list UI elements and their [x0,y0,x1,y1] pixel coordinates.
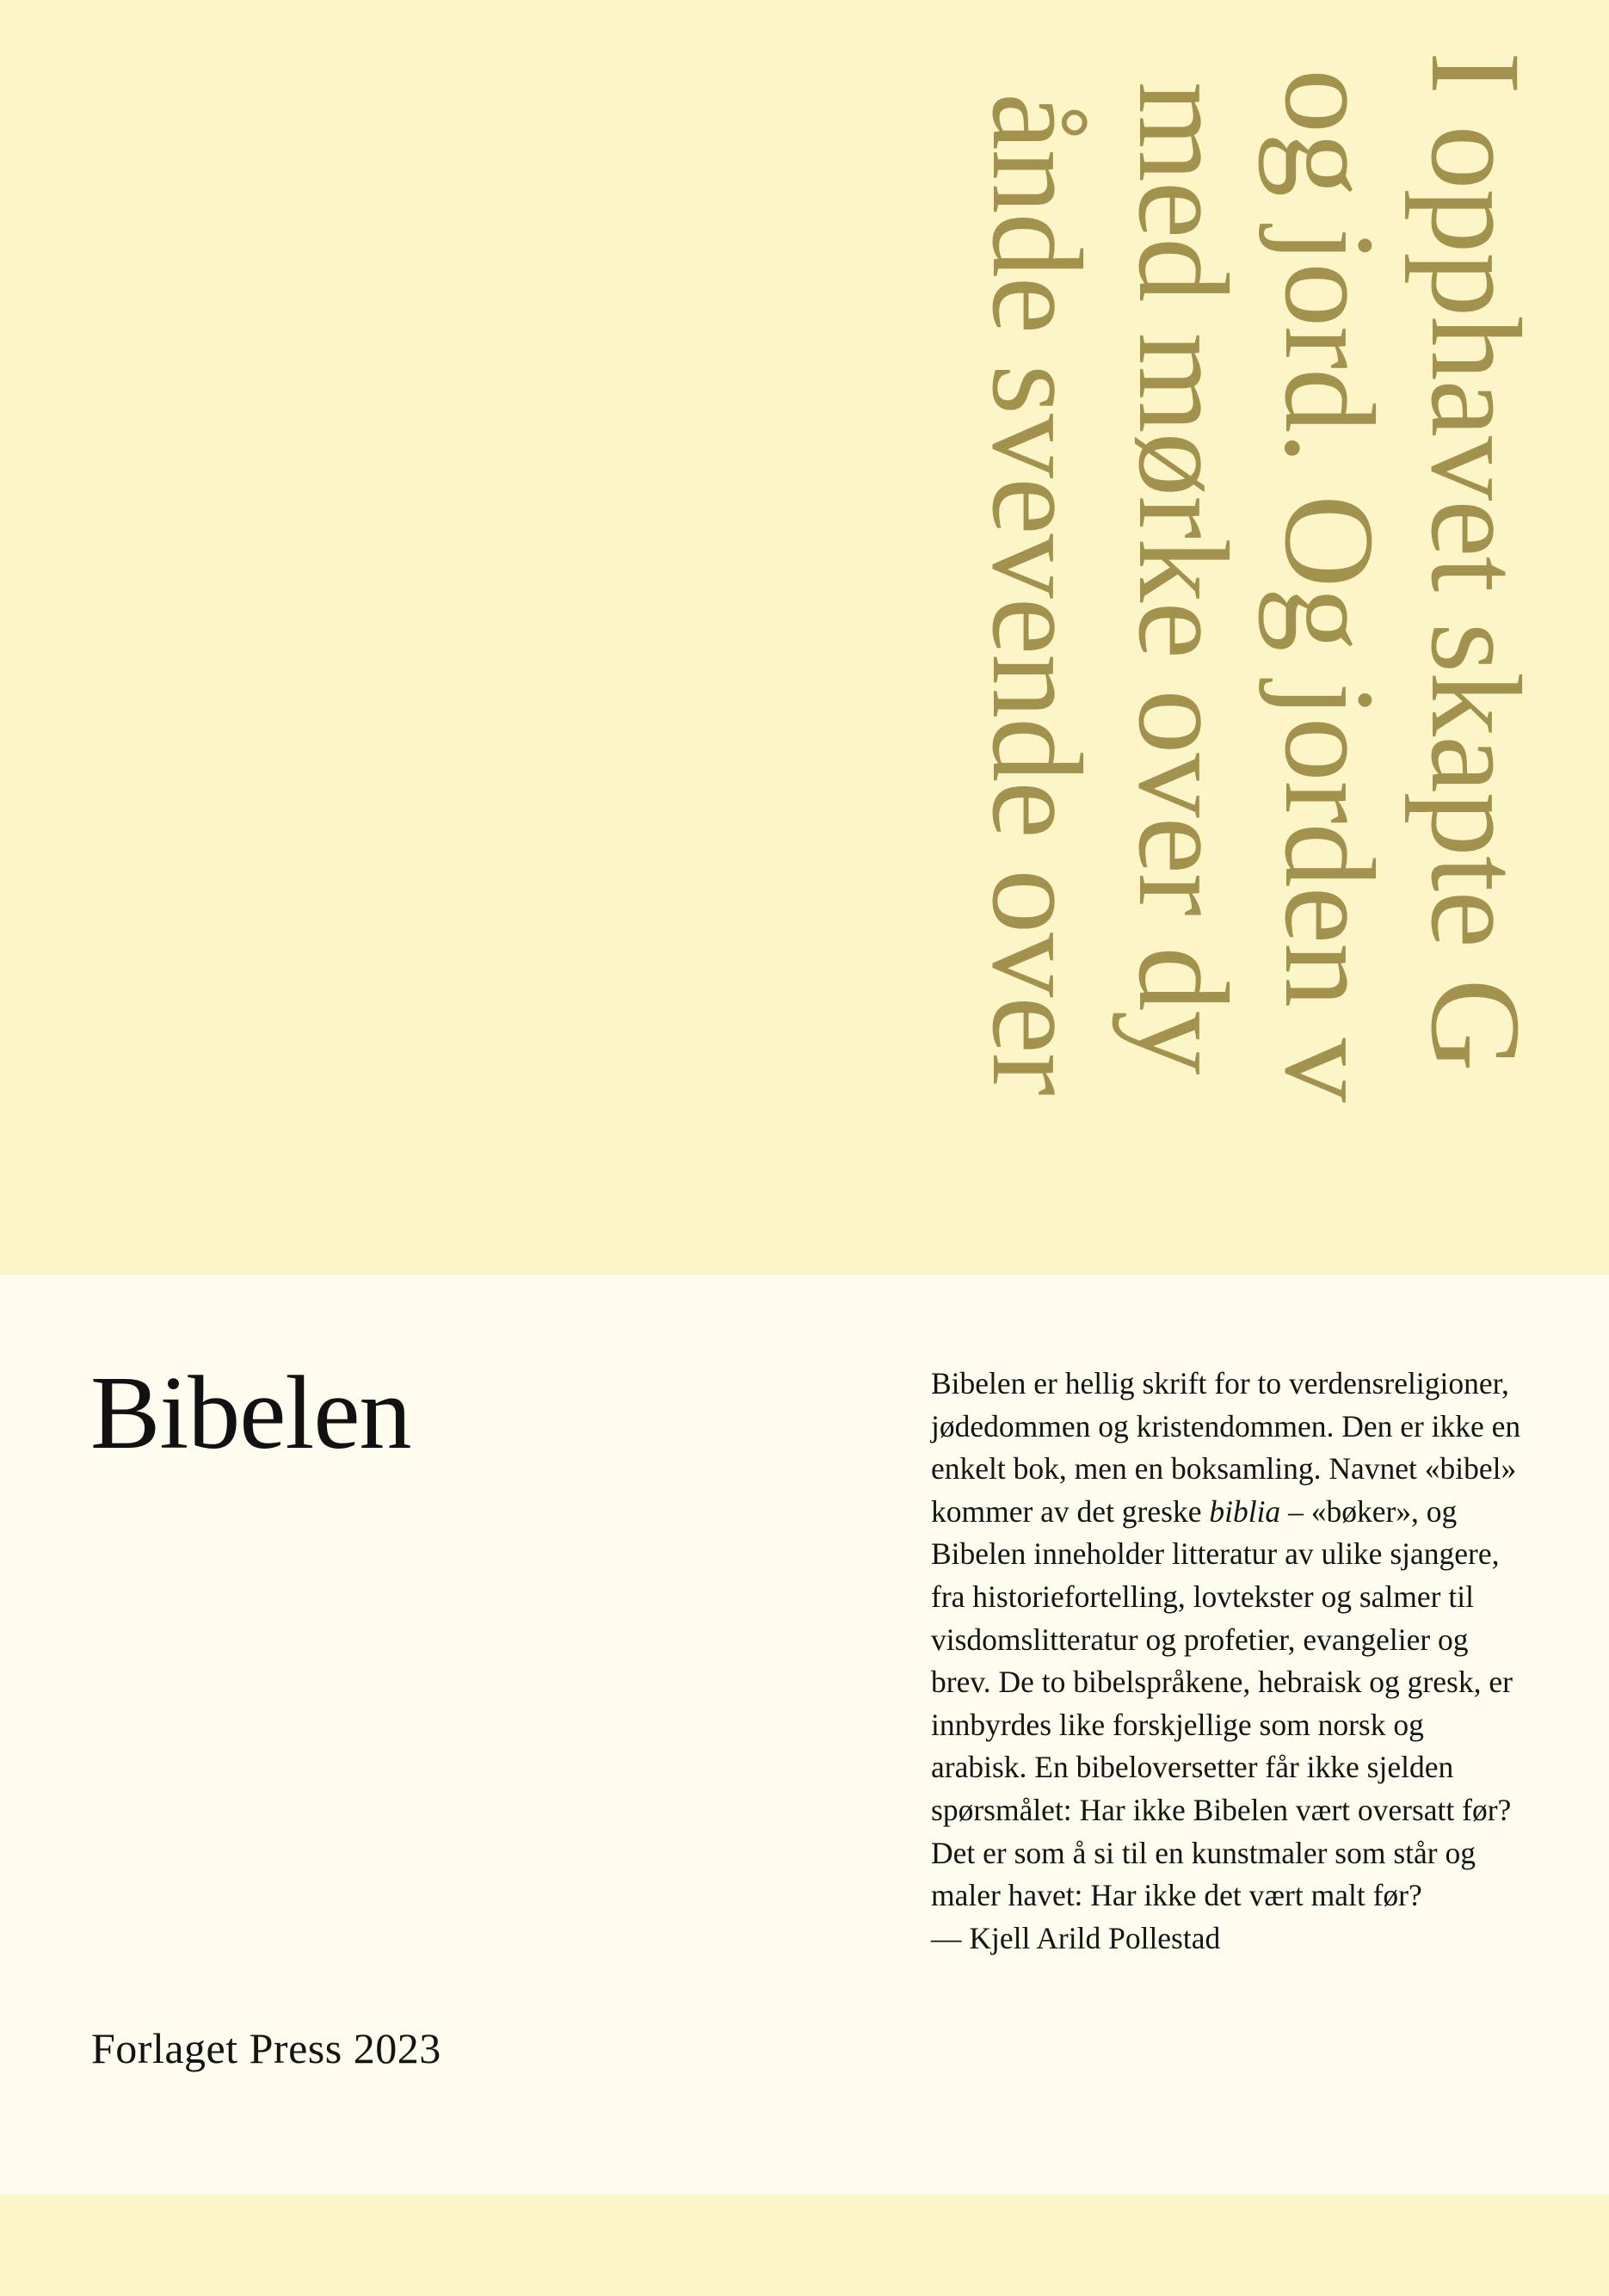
bottom-color-band [0,2194,1609,2296]
cover-blurb [931,1363,1525,1960]
display-text-line-1: I opphavet skapte G [1404,52,1547,1071]
blurb-italic-term: biblia [1209,1493,1281,1529]
blurb-part-2: – «bøker», og Bibelen inneholder litteratur av ulike sjangere, fra historiefortelling, lovtekster og salmer til visdomslitteratur og profetier, evangelier og brev. De to bibelspråkene, hebraisk og gresk, er innbyrdes like forskjellige som norsk og arabisk. En bibeloversetter får ikke sjelden spørsmålet: Har ikke Bibelen vært oversatt før? Det er som å si til en kunstmaler som står og maler havet: Har ikke det vært malt før? [931,1493,1513,1913]
blurb-attribution: — Kjell Arild Pollestad [931,1920,1221,1955]
blurb-part-1: Bibelen er hellig skrift for to verdensreligioner, jødedommen og kristendommen. Den er ikke en enkelt bok, men en boksamling. Navnet «bibel» kommer av det greske [931,1366,1521,1529]
publisher-line: Forlaget Press 2023 [91,2024,441,2072]
display-text-line-3: med mørke over dy [1112,82,1255,1074]
display-text-line-2: og jord. Og jorden v [1258,69,1401,1102]
cover-content-area [0,1275,1609,2194]
book-title: Bibelen [90,1355,411,1471]
display-text-line-4: ånde svevende over [965,93,1108,1095]
